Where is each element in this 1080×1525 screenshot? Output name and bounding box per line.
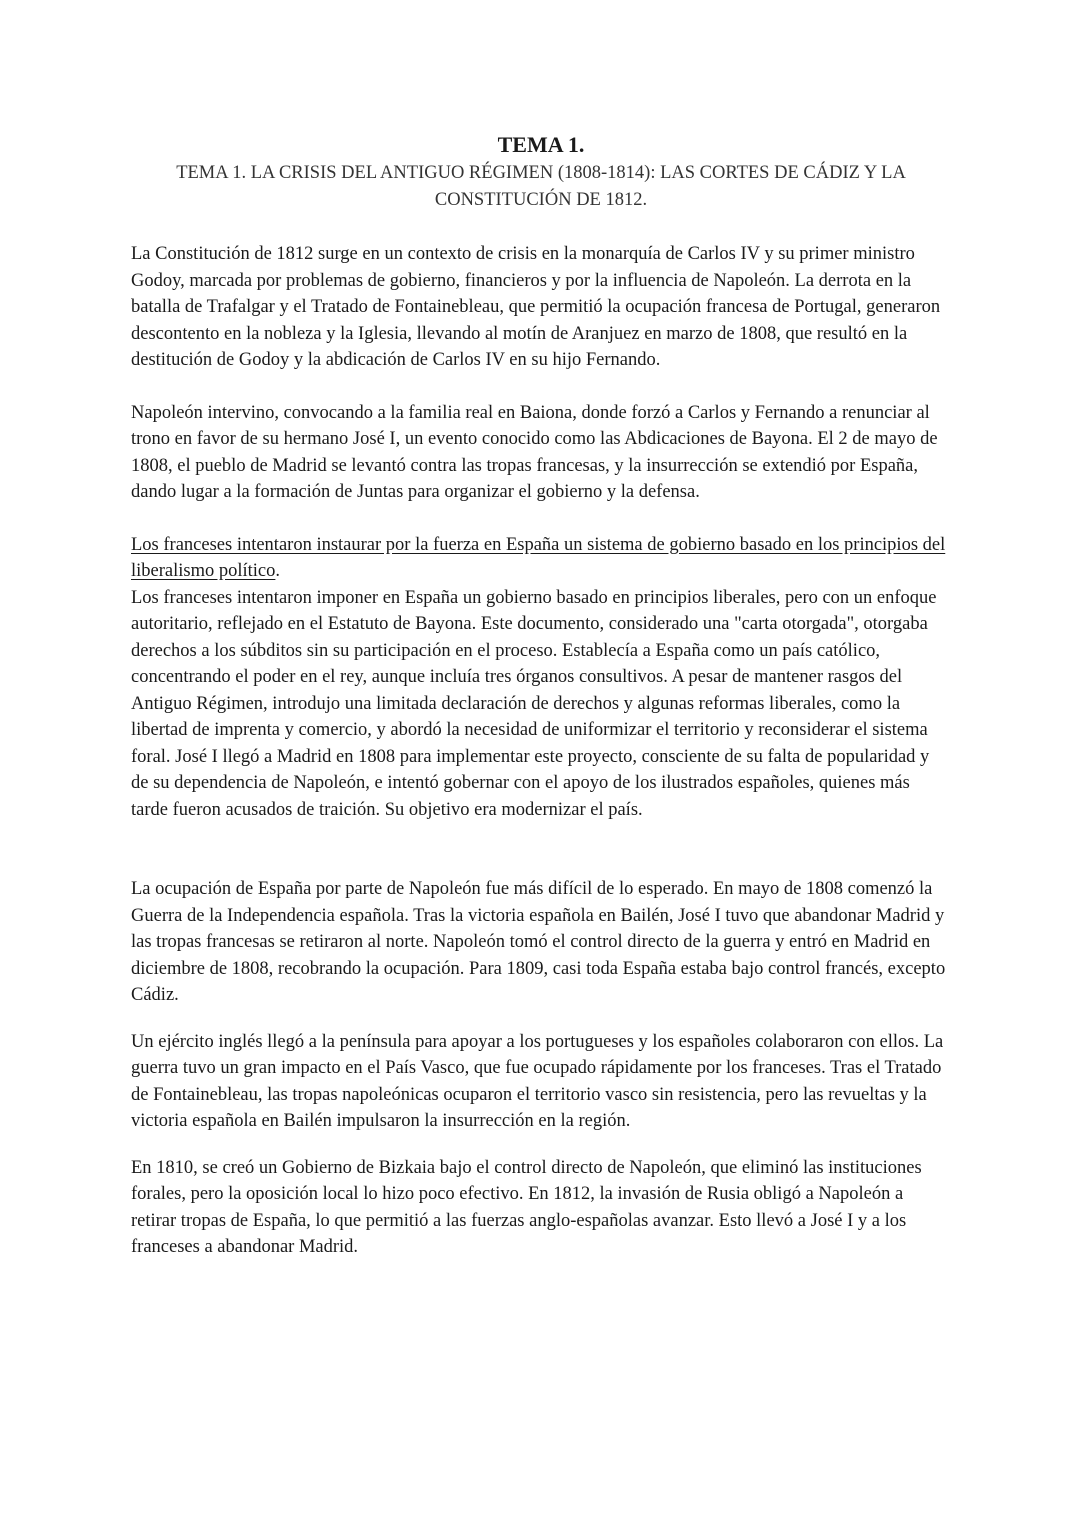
paragraph-context: La Constitución de 1812 surge en un contexto de crisis en la monarquía de Carlos IV y su primer ministro Godoy, marcada por problemas de gobierno, financieros y por la influencia de Napoleón. La derrota en la batalla de Trafalgar y el Tratado de Fontainebleau, que permitió la ocupación francesa de Portugal, generaron descontento en la nobleza y la Iglesia, llevando al motín de Aranjuez en marzo de 1808, que resultó en la destitución de Godoy y la abdicación de Carlos IV en su hijo Fernando. bbox=[131, 244, 941, 370]
paragraph-bayona: Napoleón intervino, convocando a la familia real en Baiona, donde forzó a Carlos y Fernando a renunciar al trono en favor de su hermano José I, un evento conocido como las Abdicaciones de Bayona. El 2 de mayo de 1808, el pueblo de Madrid se levantó contra las tropas francesas, y la insurrección se extendió por España, dando lugar a la formación de Juntas para organizar el gobierno y la defensa. bbox=[131, 402, 938, 502]
paragraph-ocupacion: La ocupación de España por parte de Napoleón fue más difícil de lo esperado. En mayo de 1808 comenzó la Guerra de la Independencia española. Tras la victoria española en Bailén, José I tuvo que abandonar Madrid y las tropas francesas se retiraron al norte. Napoleón tomó el control directo de la guerra y entró en Madrid en diciembre de 1808, recobrando la ocupación. Para 1809, casi toda España estaba bajo control francés, excepto Cádiz. bbox=[131, 879, 946, 1005]
section-heading: Los franceses intentaron instaurar por la fuerza en España un sistema de gobierno basado en los principios del liberalismo político bbox=[131, 534, 946, 581]
paragraph-ejercito-ingles: Un ejército inglés llegó a la península para apoyar a los portugueses y los españoles colaboraron con ellos. La guerra tuvo un gran impacto en el País Vasco, que fue ocupado rápidamente por los franceses. Tras el Tratado de Fontainebleau, las tropas napoleónicas ocuparon el territorio vasco sin resistencia, pero las revueltas y la victoria española en Bailén impulsaron la insurrección en la región. bbox=[131, 1031, 944, 1131]
section-heading-period: . bbox=[275, 561, 281, 581]
document-page bbox=[131, 131, 951, 1261]
paragraph-estatuto: Los franceses intentaron imponer en España un gobierno basado en principios liberales, pero con un enfoque autoritario, reflejado en el Estatuto de Bayona. Este documento, considerado una "carta otorgada", otorgaba derechos a los súbditos sin su participación en el proceso. Establecía a España como un país católico, concentrando el poder en el rey, aunque incluía tres órganos consultivos. A pesar de mantener rasgos del Antiguo Régimen, introdujo una limitada declaración de derechos y algunas reformas liberales, como la libertad de imprenta y comercio, y abordó la necesidad de uniformizar el territorio y reconsiderar el sistema foral. José I llegó a Madrid en 1808 para implementar este proyecto, consciente de su falta de popularidad y de su dependencia de Napoleón, e intentó gobernar con el apoyo de los ilustrados españoles, quienes más tarde fueron acusados de traición. Su objetivo era modernizar el país. bbox=[131, 587, 937, 820]
section-heading-paragraph bbox=[131, 532, 951, 585]
page-subtitle: TEMA 1. LA CRISIS DEL ANTIGUO RÉGIMEN (1808-1814): LAS CORTES DE CÁDIZ Y LA CONSTITUCIÓN DE 1812. bbox=[176, 163, 906, 210]
page-title: TEMA 1. bbox=[497, 132, 585, 157]
paragraph-bizkaia: En 1810, se creó un Gobierno de Bizkaia bajo el control directo de Napoleón, que eliminó las instituciones forales, pero la oposición local lo hizo poco efectivo. En 1812, la invasión de Rusia obligó a Napoleón a retirar tropas de España, lo que permitió a las fuerzas anglo-españolas avanzar. Esto llevó a José I y a los franceses a abandonar Madrid. bbox=[131, 1157, 922, 1257]
